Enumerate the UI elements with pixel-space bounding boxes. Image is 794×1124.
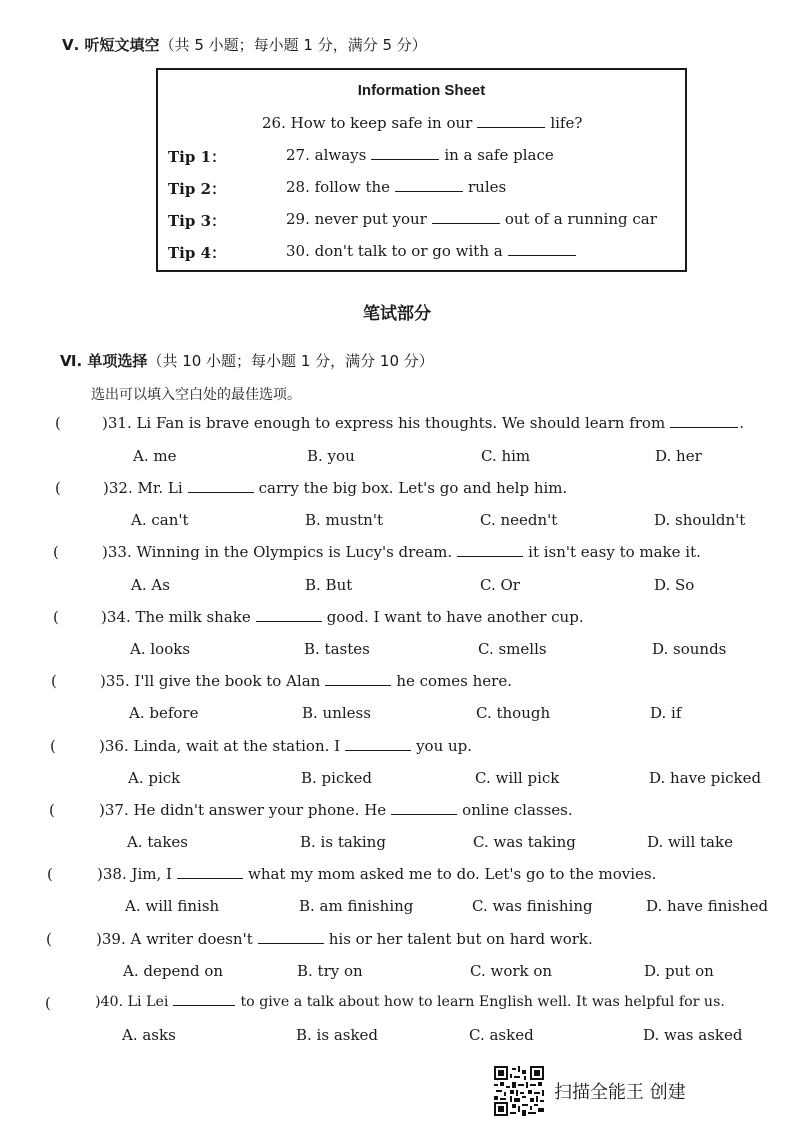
option-a[interactable]: A. will finish bbox=[125, 897, 220, 915]
answer-blank[interactable] bbox=[395, 190, 463, 192]
question-27-text-end: in a safe place bbox=[444, 146, 554, 164]
question-31-stem bbox=[102, 414, 744, 432]
answer-blank[interactable] bbox=[345, 749, 411, 751]
option-c[interactable]: C. work on bbox=[470, 962, 553, 980]
section5-heading bbox=[62, 34, 427, 55]
scanner-watermark bbox=[494, 1066, 714, 1116]
question-32-stem bbox=[103, 479, 567, 497]
option-c[interactable]: C. smells bbox=[478, 640, 547, 658]
option-b[interactable]: B. am finishing bbox=[299, 897, 414, 915]
section6-title: 单项选择 bbox=[87, 352, 148, 370]
option-b[interactable]: B. But bbox=[305, 576, 353, 594]
answer-paren[interactable]: ( bbox=[46, 930, 52, 948]
tip-3-label: Tip 3： bbox=[168, 212, 227, 230]
question-26-text: 26. How to keep safe in our bbox=[262, 114, 473, 132]
section6-note: （共 10 小题；每小题 1 分，满分 10 分） bbox=[147, 352, 434, 370]
section6-number: Ⅵ. bbox=[60, 352, 83, 370]
option-c[interactable]: C. though bbox=[476, 704, 551, 722]
question-29-text: 29. never put your bbox=[286, 210, 427, 228]
qr-code-icon bbox=[494, 1066, 544, 1116]
question-34-stem bbox=[101, 608, 584, 626]
option-d[interactable]: D. have finished bbox=[646, 897, 769, 915]
tip-4-label: Tip 4： bbox=[168, 244, 227, 262]
question-36-text-end: you up. bbox=[416, 737, 473, 755]
answer-blank[interactable] bbox=[188, 491, 254, 493]
question-35-stem bbox=[100, 672, 512, 690]
section5-title: 听短文填空 bbox=[84, 36, 160, 54]
answer-blank[interactable] bbox=[391, 813, 457, 815]
information-sheet-title: Information Sheet bbox=[357, 82, 486, 99]
option-d[interactable]: D. sounds bbox=[652, 640, 727, 658]
question-28 bbox=[286, 178, 506, 196]
option-b[interactable]: B. unless bbox=[302, 704, 371, 722]
tip-1-label: Tip 1： bbox=[168, 148, 227, 166]
option-b[interactable]: B. try on bbox=[297, 962, 363, 980]
option-c[interactable]: C. will pick bbox=[475, 769, 560, 787]
information-sheet-box bbox=[156, 68, 687, 272]
option-c[interactable]: C. asked bbox=[469, 1026, 534, 1044]
option-d[interactable]: D. was asked bbox=[643, 1026, 743, 1044]
question-35-text: )35. I'll give the book to Alan bbox=[100, 672, 321, 690]
question-38-text-end: what my mom asked me to do. Let's go to the movies. bbox=[247, 865, 657, 883]
option-d[interactable]: D. So bbox=[654, 576, 695, 594]
answer-paren[interactable]: ( bbox=[53, 543, 59, 561]
answer-blank[interactable] bbox=[325, 684, 391, 686]
answer-blank[interactable] bbox=[371, 158, 439, 160]
answer-paren[interactable]: ( bbox=[49, 801, 55, 819]
option-d[interactable]: D. will take bbox=[647, 833, 733, 851]
answer-blank[interactable] bbox=[670, 426, 738, 428]
question-40-text-end: to give a talk about how to learn English well. It was helpful for us. bbox=[240, 994, 725, 1010]
question-26-text-end: life? bbox=[550, 114, 583, 132]
question-29-text-end: out of a running car bbox=[504, 210, 657, 228]
question-37-text-end: online classes. bbox=[462, 801, 573, 819]
question-27-text: 27. always bbox=[286, 146, 367, 164]
option-c[interactable]: C. was taking bbox=[473, 833, 576, 851]
section6-instruction: 选出可以填入空白处的最佳选项。 bbox=[91, 387, 301, 403]
question-34-text: )34. The milk shake bbox=[101, 608, 251, 626]
question-32-text: )32. Mr. Li bbox=[103, 479, 183, 497]
answer-paren[interactable]: ( bbox=[53, 608, 59, 626]
option-c[interactable]: C. was finishing bbox=[472, 897, 593, 915]
option-d[interactable]: D. shouldn't bbox=[654, 511, 746, 529]
option-d[interactable]: D. have picked bbox=[649, 769, 762, 787]
option-c[interactable]: C. him bbox=[481, 447, 531, 465]
answer-blank[interactable] bbox=[258, 942, 324, 944]
option-a[interactable]: A. me bbox=[133, 447, 177, 465]
question-36-stem bbox=[99, 737, 472, 755]
option-d[interactable]: D. put on bbox=[644, 962, 714, 980]
question-26 bbox=[262, 114, 582, 132]
question-33-text-end: it isn't easy to make it. bbox=[528, 543, 701, 561]
option-b[interactable]: B. mustn't bbox=[305, 511, 383, 529]
question-37-text: )37. He didn't answer your phone. He bbox=[99, 801, 387, 819]
answer-paren[interactable]: ( bbox=[55, 479, 61, 497]
answer-blank[interactable] bbox=[256, 620, 322, 622]
written-part-title: 笔试部分 bbox=[363, 304, 431, 324]
option-b[interactable]: B. tastes bbox=[304, 640, 370, 658]
question-31-text: )31. Li Fan is brave enough to express his thoughts. We should learn from bbox=[102, 414, 666, 432]
tip-2-label: Tip 2： bbox=[168, 180, 227, 198]
scanner-watermark-text: 扫描全能王 创建 bbox=[554, 1082, 686, 1103]
question-34-text-end: good. I want to have another cup. bbox=[326, 608, 584, 626]
answer-paren[interactable]: ( bbox=[50, 737, 56, 755]
option-a[interactable]: A. takes bbox=[127, 833, 189, 851]
answer-paren[interactable]: ( bbox=[45, 994, 51, 1012]
question-29 bbox=[286, 210, 657, 228]
answer-blank[interactable] bbox=[457, 555, 523, 557]
option-d[interactable]: D. if bbox=[650, 704, 682, 722]
answer-paren[interactable]: ( bbox=[51, 672, 57, 690]
section5-note: （共 5 小题；每小题 1 分，满分 5 分） bbox=[159, 36, 427, 54]
question-38-text: )38. Jim, I bbox=[97, 865, 172, 883]
option-c[interactable]: C. Or bbox=[480, 576, 520, 594]
option-a[interactable]: A. asks bbox=[122, 1026, 176, 1044]
answer-blank[interactable] bbox=[508, 254, 576, 256]
option-b[interactable]: B. is taking bbox=[300, 833, 386, 851]
option-b[interactable]: B. you bbox=[307, 447, 355, 465]
question-39-stem bbox=[96, 930, 593, 948]
option-c[interactable]: C. needn't bbox=[480, 511, 558, 529]
question-38-stem bbox=[97, 865, 656, 883]
question-39-text: )39. A writer doesn't bbox=[96, 930, 253, 948]
question-30-text: 30. don't talk to or go with a bbox=[286, 242, 503, 260]
question-33-text: )33. Winning in the Olympics is Lucy's dream. bbox=[102, 543, 453, 561]
answer-blank[interactable] bbox=[173, 1004, 235, 1006]
section6-heading bbox=[60, 350, 434, 371]
section5-number: Ⅴ. bbox=[62, 36, 80, 54]
question-32-text-end: carry the big box. Let's go and help him. bbox=[258, 479, 568, 497]
question-27 bbox=[286, 146, 554, 164]
answer-blank[interactable] bbox=[477, 126, 545, 128]
question-36-text: )36. Linda, wait at the station. I bbox=[99, 737, 341, 755]
question-31-text-end: . bbox=[739, 414, 744, 432]
question-39-text-end: his or her talent but on hard work. bbox=[328, 930, 593, 948]
option-a[interactable]: A. As bbox=[131, 576, 170, 594]
option-a[interactable]: A. can't bbox=[131, 511, 189, 529]
option-b[interactable]: B. picked bbox=[301, 769, 372, 787]
option-a[interactable]: A. looks bbox=[130, 640, 191, 658]
option-a[interactable]: A. pick bbox=[128, 769, 181, 787]
question-40-text: )40. Li Lei bbox=[95, 994, 169, 1010]
answer-blank[interactable] bbox=[177, 877, 243, 879]
answer-paren[interactable]: ( bbox=[55, 414, 61, 432]
question-33-stem bbox=[102, 543, 701, 561]
answer-paren[interactable]: ( bbox=[47, 865, 53, 883]
question-28-text: 28. follow the bbox=[286, 178, 391, 196]
question-30 bbox=[286, 242, 581, 260]
question-35-text-end: he comes here. bbox=[396, 672, 512, 690]
option-a[interactable]: A. depend on bbox=[123, 962, 224, 980]
option-b[interactable]: B. is asked bbox=[296, 1026, 379, 1044]
question-40-stem bbox=[95, 994, 725, 1010]
answer-blank[interactable] bbox=[432, 222, 500, 224]
option-d[interactable]: D. her bbox=[655, 447, 702, 465]
question-37-stem bbox=[99, 801, 573, 819]
option-a[interactable]: A. before bbox=[129, 704, 199, 722]
question-28-text-end: rules bbox=[468, 178, 507, 196]
